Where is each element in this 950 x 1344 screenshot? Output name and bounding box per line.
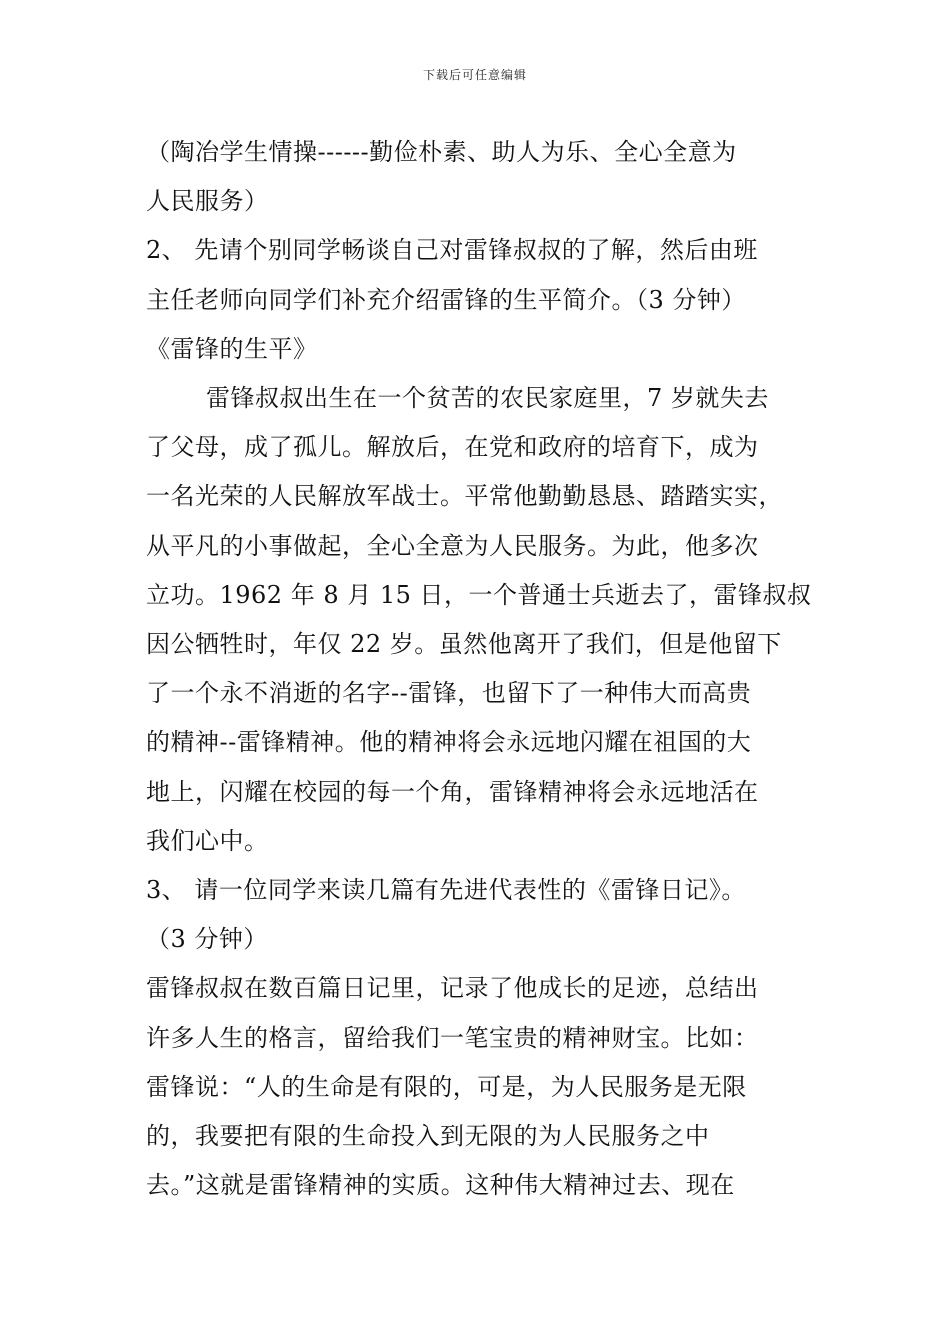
- paragraph-line: 雷锋叔叔出生在一个贫苦的农民家庭里，7 岁就失去: [206, 384, 769, 413]
- paragraph-line: 了一个永不消逝的名字--雷锋，也留下了一种伟大而高贵: [146, 679, 752, 708]
- paragraph-line: 地上，闪耀在校园的每一个角，雷锋精神将会永远地活在: [146, 777, 759, 806]
- paragraph-line: （陶冶学生情操------勤俭朴素、助人为乐、全心全意为: [146, 138, 737, 166]
- paragraph-line: 主任老师向同学们补充介绍雷锋的生平简介。（3 分钟）: [146, 285, 746, 314]
- section-title: 《雷锋的生平》: [146, 334, 318, 363]
- paragraph-line: 我们心中。: [146, 826, 269, 855]
- paragraph-line: 人民服务）: [146, 187, 269, 216]
- paragraph-line: 雷锋说：“人的生命是有限的，可是，为人民服务是无限: [146, 1072, 747, 1101]
- paragraph-line: （3 分钟）: [146, 925, 268, 954]
- paragraph-line: 雷锋叔叔在数百篇日记里，记录了他成长的足迹，总结出: [146, 974, 759, 1003]
- paragraph-line: 一名光荣的人民解放军战士。平常他勤勤恳恳、踏踏实实，: [146, 482, 783, 511]
- list-item-line: 2、 先请个别同学畅谈自己对雷锋叔叔的了解，然后由班: [146, 236, 758, 265]
- paragraph-line: 立功。1962 年 8 月 15 日，一个普通士兵逝去了，雷锋叔叔: [146, 580, 812, 609]
- paragraph-line: 许多人生的格言，留给我们一笔宝贵的精神财宝。比如：: [146, 1023, 759, 1052]
- paragraph-line: 的，我要把有限的生命投入到无限的为人民服务之中: [146, 1122, 710, 1151]
- paragraph-line: 了父母，成了孤儿。解放后，在党和政府的培育下，成为: [146, 433, 759, 462]
- page-header: 下载后可任意编辑: [422, 68, 527, 82]
- paragraph-line: 因公牺牲时，年仅 22 岁。虽然他离开了我们，但是他留下: [146, 630, 782, 659]
- paragraph-line: 的精神--雷锋精神。他的精神将会永远地闪耀在祖国的大: [146, 728, 752, 757]
- document-body: [146, 128, 826, 1210]
- paragraph-line: 去。”这就是雷锋精神的实质。这种伟大精神过去、现在: [146, 1171, 735, 1200]
- paragraph-line: 从平凡的小事做起，全心全意为人民服务。为此，他多次: [146, 531, 759, 560]
- list-item-line: 3、 请一位同学来读几篇有先进代表性的《雷锋日记》。: [146, 876, 746, 905]
